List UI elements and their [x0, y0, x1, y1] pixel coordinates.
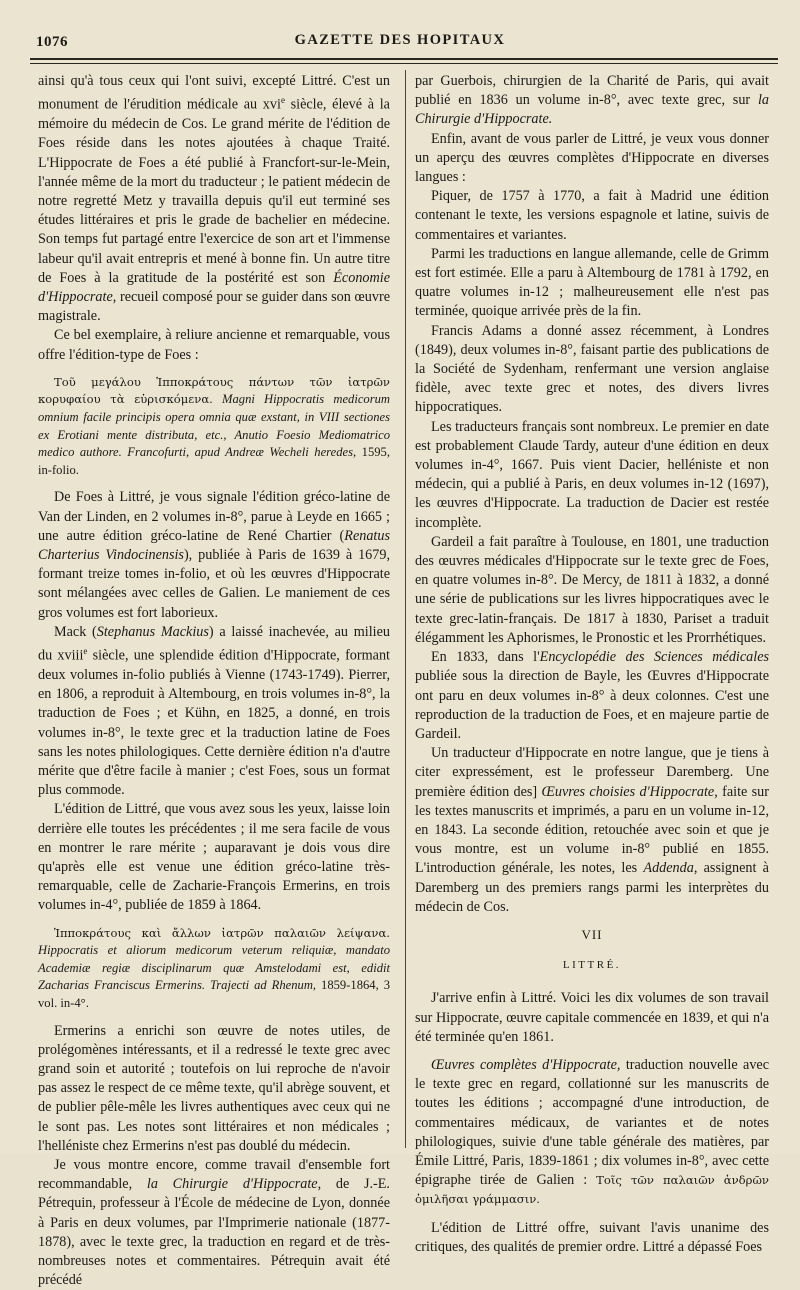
header-rule-thick: [30, 58, 778, 60]
paragraph: De Foes à Littré, je vous signale l'édition gréco-latine de Van der Linden, en 2 volumes in-8°, parue à Leyde en 1665 ; une autre édition gréco-latine de René Chartier (Renatus Charterius Vindocinensis), publiée à Paris de 1639 à 1679, formant treize tomes in-folio, et où les œuvres d'Hippocrate sont mélangées avec celles de Galien. Le maniement de ces gros volumes est fort laborieux.: [38, 489, 390, 621]
paragraph: Enfin, avant de vous parler de Littré, je veux vous donner un aperçu des œuvres complètes d'Hippocrate en diverses langues :: [415, 130, 769, 186]
paragraph: Mack (Stephanus Mackius) a laissé inachevée, au milieu du xviii$^e$ siècle, une splendide édition d'Hippocrate, formant deux volumes in-folio publiés à Vienne (1743-1749). Pierrer, en 1806, a reproduit à Altembourg, en trois volumes in-8°, la traduction de Foes ; et Kühn, en 1825, a donné, en trois volumes in-8°, le texte grec et la traduction latine de Foes sans les notes philologiques. Cette dernière édition n'a d'autre mérite que d'être facile à manier ; c'est Foes, sous un format plus commode.: [38, 623, 390, 799]
journal-title: GAZETTE DES HOPITAUX: [294, 32, 506, 48]
paragraph: Œuvres complètes d'Hippocrate, traduction nouvelle avec le texte grec en regard, collationné sur les manuscrits de toutes les éditions ; accompagné d'une introduction, de commentaires médicaux, de variantes et de notes philologiques, suivie d'une table générale des matières, par Émile Littré, Paris, 1839-1861 ; dix volumes in-8°, avec cette épigraphe tirée de Galien : Τοῖς τῶν παλαιῶν ἀνδρῶν ὁμιλῆσαι γράμμασιν.: [415, 1056, 770, 1207]
paragraph: L'édition de Littré offre, suivant l'avis unanime des critiques, des qualités de premier ordre. Littré a dépassé Foes: [415, 1219, 769, 1255]
section-title: LITTRÉ.: [562, 959, 622, 972]
paragraph: ainsi qu'à tous ceux qui l'ont suivi, excepté Littré. C'est un monument de l'érudition médicale au xvi$^e$ siècle, élevé à la mémoire du médecin de Cos. Le grand mérite de l'édition de Foes réside dans les notes ajoutées à chaque Traité. L'Hippocrate de Foes a été publié à Francfort-sur-le-Mein, l'année même de la mort du traducteur ; le patient médecin de notre regretté Metz y travailla depuis qu'il eut terminé ses études littéraires et pris le grade de bachelier en médecine. Son temps fut partagé entre l'exercice de son art et l'immense labeur qu'il avait entrepris et mené à bonne fin. Un autre titre de Foes à la gratitude de la postérité est son Économie d'Hippocrate, recueil composé pour se guider dans son œuvre magistrale.: [38, 73, 390, 325]
paragraph: Les traducteurs français sont nombreux. Le premier en date est probablement Claude Tardy, auteur d'une édition en deux volumes in-4°, 1667. Puis vient Dacier, helléniste et non médecin, qui a publié à Paris, en deux volumes in-12 (1697), les œuvres d'Hippocrate. La traduction de Dacier est restée incomplète.: [415, 418, 769, 531]
paragraph: J'arrive enfin à Littré. Voici les dix volumes de son travail sur Hippocrate, œuvre capitale commencée en 1839, et qui n'a été terminée qu'en 1861.: [415, 990, 769, 1045]
paragraph: Je vous montre encore, comme travail d'ensemble fort recommandable, la Chirurgie d'Hippocrate, de J.-E. Pétrequin, professeur à l'École de médecine de Lyon, donnée à Paris en deux volumes, par l'Imprimerie nationale (1877-1878), avec le texte grec, la traduction en regard et de très-nombreuses notes et commentaires. Pétrequin avait été précédé: [38, 1156, 390, 1289]
column-divider: [405, 70, 406, 1148]
paragraph: Ce bel exemplaire, à reliure ancienne et remarquable, vous offre l'édition-type de Foes :: [38, 327, 390, 363]
bibliographic-citation: Ἱπποκράτους καὶ ἄλλων ἰατρῶν παλαιῶν λείψανα. Hippocratis et aliorum medicorum veterum reliquiæ, mandato Academiæ regiæ disciplinarum quæ Amstelodami est, edidit Zacharias Franciscus Ermerins. Trajecti ad Rhenum, 1859-1864, 3 vol. in-4°.: [38, 925, 390, 1010]
paragraph: En 1833, dans l'Encyclopédie des Sciences médicales publiée sous la direction de Bayle, les Œuvres d'Hippocrate ont paru en deux volumes in-8° à deux colonnes. C'est une reproduction de la traduction de Foes, et en majeure partie de Gardeil.: [415, 649, 770, 742]
paragraph: L'édition de Littré, que vous avez sous les yeux, laisse loin derrière elle toutes les précédentes ; il me sera facile de vous en montrer le rare mérite ; auparavant je dois vous dire qu'après elle est venue une édition gréco-latine très-remarquable, celle de Zacharie-François Ermerins, en trois volumes in-4°, publiée de 1859 à 1864.: [38, 801, 390, 914]
page-number: 1076: [36, 34, 68, 50]
left-column: [38, 72, 390, 1290]
section-number: VII: [581, 926, 603, 942]
bibliographic-citation: Τοῦ μεγάλου Ἱπποκράτους πάντων τῶν ἰατρῶν κορυφαίου τὰ εὑρισκόμενα. Magni Hippocratis medicorum omnium facile principis opera omnia quæ exstant, in VIII sectiones ex Erotiani mente distributa, etc., Anutio Foesio Mediomatrico medico authore. Francofurti, apud Andreæ Wecheli heredes, 1595, in-folio.: [38, 374, 391, 477]
paragraph: Gardeil a fait paraître à Toulouse, en 1801, une traduction des œuvres médicales d'Hippocrate sur le texte grec de Foes, en quatre volumes in-8°. De Mercy, de 1811 à 1832, a donné une série de publications sur les livres hippocratiques avec le texte grec-latin-français. De 1817 à 1830, Pariset a traduit élégamment les Aphorismes, le Pronostic et les Prorrhétiques.: [415, 533, 769, 646]
right-column: [415, 72, 769, 1257]
page-header: [0, 30, 800, 54]
paragraph: Francis Adams a donné assez récemment, à Londres (1849), deux volumes in-8°, faisant partie des publications de la Société de Sydenham, renfermant une version anglaise fidèle, avec texte grec et notes, des divers livres hippocratiques.: [415, 322, 769, 416]
paragraph: Piquer, de 1757 à 1770, a fait à Madrid une édition contenant le texte, les versions espagnole et latine, suivis de commentaires et variantes.: [415, 188, 769, 243]
paragraph: Un traducteur d'Hippocrate en notre langue, que je tiens à citer expressément, est le professeur Daremberg. Une première édition des] Œuvres choisies d'Hippocrate, faite sur les textes manuscrits et imprimés, a paru en un volume in-12, en 1843. La seconde édition, retouchée avec soin et que je vous montre, est un volume in-8° publié en 1855. L'introduction générale, les notes, les Addenda, assignent à Daremberg un des premiers rangs parmi les interprètes du médecin de Cos.: [415, 745, 769, 915]
paragraph: Parmi les traductions en langue allemande, celle de Grimm est fort estimée. Elle a paru à Altembourg de 1781 à 1792, en quatre volumes in-12 ; malheureusement elle n'est pas terminée, quoique arrivée près de la fin.: [415, 245, 769, 320]
paragraph: Ermerins a enrichi son œuvre de notes utiles, de prolégomènes intéressants, et il a redressé le texte grec avec grand soin et autorité ; toutefois on lui reproche de n'avoir pas assez le respect de ce même texte, qu'il abrège souvent, et de publier pêle-mêle les livres authentiques avec ceux qui ne le sont pas. Les notes sont littéraires et non médicales ; l'helléniste chez Ermerins n'est pas doublé du médecin.: [38, 1022, 390, 1154]
paragraph: par Guerbois, chirurgien de la Charité de Paris, qui avait publié en 1836 un volume in-8°, avec texte grec, sur la Chirurgie d'Hippocrate.: [415, 73, 769, 128]
header-rule-thin: [30, 63, 778, 64]
